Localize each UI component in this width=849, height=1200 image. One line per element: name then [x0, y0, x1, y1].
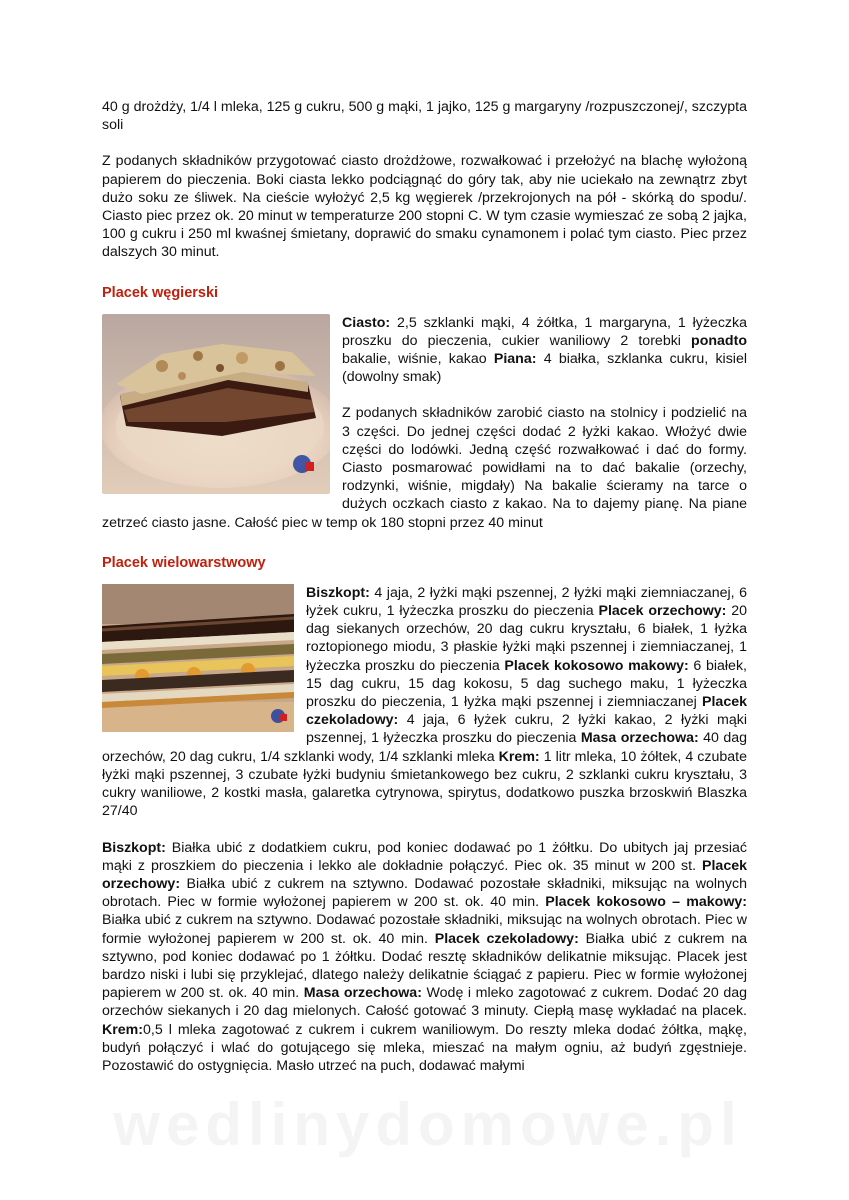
- placek-czekoladowy-text: 4 jaja, 6 łyżek cukru, 2 łyżki kakao, 2 łyżki mąki pszennej, 1 łyżeczka proszku do pieczenia: [306, 712, 747, 747]
- cake-photo-1: [102, 314, 330, 494]
- method-biszkopt-label: Biszkopt:: [102, 839, 166, 856]
- intro-ingredients: 40 g drożdży, 1/4 l mleka, 125 g cukru, 500 g mąki, 1 jajko, 125 g margaryny /rozpuszczonej/, szczypta soli: [102, 99, 747, 134]
- method-placek-kokosowo-makowy-text: Białka ubić z cukrem na sztywno. Dodawać pozostałe składniki, miksując na wolnych obrotach. Piec w formie wyłożonej papierem w 200 st. ok. 40 min.: [102, 912, 747, 947]
- method-placek-orzechowy-text: Białka ubić z cukrem na sztywno. Dodawać pozostałe składniki, miksując na wolnych obrotach. Piec w formie wyłożonej papierem w 200 st. ok. 40 min.: [102, 875, 747, 911]
- method-placek-kokosowo-makowy-label: Placek kokosowo – makowy:: [545, 894, 747, 911]
- placek-orzechowy-label: Placek orzechowy:: [598, 603, 727, 620]
- biszkopt-label: Biszkopt:: [306, 584, 370, 601]
- recipe-title-placek-wielowarstwowy: Placek wielowarstwowy: [102, 554, 266, 571]
- method-krem-text: 0,5 l mleka zagotować z cukrem i cukrem waniliowym. Do reszty mleka dodać żółtka, mąkę, budyń połączyć i wlać do gotującego się mleka, mieszać na małym ogniu, aż budyń zgęstnieje. Pozostawić do ostygnięcia. Masło utrzeć na puch, dodawać małymi: [102, 1021, 747, 1074]
- placek-kokosowo-makowy-label: Placek kokosowo makowy:: [504, 657, 689, 674]
- placek-wielowarstwowy-method: [102, 839, 747, 1076]
- placek-kokosowo-makowy-text: 6 białek, 15 dag cukru, 15 dag kokosu, 5 dag suchego maku, 1 łyżeczka proszku do pieczenia, 1 łyżka mąki pszennej i ziemniaczanej: [306, 657, 747, 711]
- cake-photo-2: [102, 584, 294, 732]
- masa-orzechowa-text: 40 dag orzechów, 20 dag cukru, 1/4 szklanki wody, 1/4 szklanki mleka: [102, 730, 747, 765]
- ponadto-label: ponadto: [691, 332, 747, 349]
- piana-text: 4 białka, szklanka cukru, kisiel (dowolny smak): [342, 351, 747, 386]
- document-page: [102, 98, 747, 1075]
- placek-wegierski-method: Z podanych składników zarobić ciasto na stolnicy i podzielić na 3 części. Do jednej części dodać 2 łyżki kakao. Włożyć dwie części do lodówki. Jedną część rozwałkować i dać do formy. Ciasto posmarować powidłami na to dać bakalie (orzechy, rodzynki, wiśnie, migdały) Na bakalie ścieramy na tarce o dużych oczkach ciasto z kakao. Na to dajemy pianę. Na piane zetrzeć ciasto jasne. Całość piec w temp ok 180 stopni przez 40 minut: [102, 405, 747, 531]
- method-masa-orzechowa-label: Masa orzechowa:: [303, 985, 422, 1002]
- recipe-title-placek-wegierski: Placek węgierski: [102, 284, 219, 301]
- intro-method: Z podanych składników przygotować ciasto drożdżowe, rozwałkować i przełożyć na blachę wyłożoną papierem do pieczenia. Boki ciasta lekko podciągnąć do góry tak, aby nie uciekało na zewnątrz zbyt dużo soku ze śliwek. Na cieście wyłożyć 2,5 kg węgierek /przekrojonych na pół - skórką do spodu/. Ciasto piec przez ok. 20 minut w temperaturze 200 stopni C. W tym czasie wymieszać ze sobą 2 jajka, 100 g cukru i 250 ml kwaśnej śmietany, doprawić do smaku cynamonem i polać tym ciasto. Piec przez dalszych 30 minut.: [102, 153, 747, 261]
- method-placek-czekoladowy-text: Białka ubić z cukrem na sztywno, pod koniec dodawać po 1 żółtku. Dodać resztę składników delikatnie miksując. Placek jest bardzo niski i lubi się przyklejać, dlatego należy delikatnie ściągać z papieru. Piec w formie wyłożonej papierem w 200 st. ok. 40 min.: [102, 930, 748, 1002]
- ciasto-text: 2,5 szklanki mąki, 4 żółtka, 1 margaryna, 1 łyżeczka proszku do pieczenia, cukier waniliowy 2 torebki: [342, 314, 747, 349]
- watermark: [108, 1090, 748, 1159]
- ciasto-label: Ciasto:: [342, 314, 391, 331]
- placek-orzechowy-text: 20 dag siekanych orzechów, 20 dag cukru kryształu, 6 białek, 1 łyżka roztopionego miodu, 3 płaskie łyżki mąki pszennej i ziemniaczanej, 1 łyżeczka proszku do pieczenia: [306, 603, 747, 674]
- method-krem-label: Krem:: [102, 1021, 143, 1038]
- method-biszkopt-text: Białka ubić z dodatkiem cukru, pod koniec dodawać po 1 żółtku. Do ubitych jaj przesiać mąki z proszkiem do pieczenia i lekko ale dokładnie połączyć. Piec ok. 35 minut w 200 st.: [102, 839, 747, 874]
- method-masa-orzechowa-text: Wodę i mleko zagotować z cukrem. Dodać 20 dag orzechów siekanych i 20 dag mielonych. Całość gotować 3 minuty. Ciepłą masę wykładać na placek.: [102, 985, 747, 1020]
- method-placek-czekoladowy-label: Placek czekoladowy:: [434, 930, 579, 947]
- placek-czekoladowy-label: Placek czekoladowy:: [306, 694, 747, 729]
- method-placek-orzechowy-label: Placek orzechowy:: [102, 857, 747, 892]
- masa-orzechowa-label: Masa orzechowa:: [580, 730, 699, 747]
- krem-text: 1 litr mleka, 10 żółtek, 4 czubate łyżki mąki pszennej, 3 czubate łyżki budyniu śmietankowego bez cukru, 2 szklanki cukru kryształu, 3 cukry waniliowe, 2 kostki masła, galaretka cytrynowa, spirytus, dodatkowo puszka brzoskwiń Blaszka 27/40: [102, 748, 747, 820]
- ponadto-text: bakalie, wiśnie, kakao: [342, 351, 494, 368]
- placek-wielowarstwowy-photo: [102, 584, 294, 732]
- piana-label: Piana:: [493, 351, 537, 368]
- placek-wegierski-photo: [102, 314, 330, 494]
- biszkopt-text: 4 jaja, 2 łyżki mąki pszennej, 2 łyżki mąki ziemniaczanej, 6 łyżek cukru, 1 łyżeczka proszku do pieczenia: [306, 584, 747, 620]
- krem-label: Krem:: [498, 748, 540, 765]
